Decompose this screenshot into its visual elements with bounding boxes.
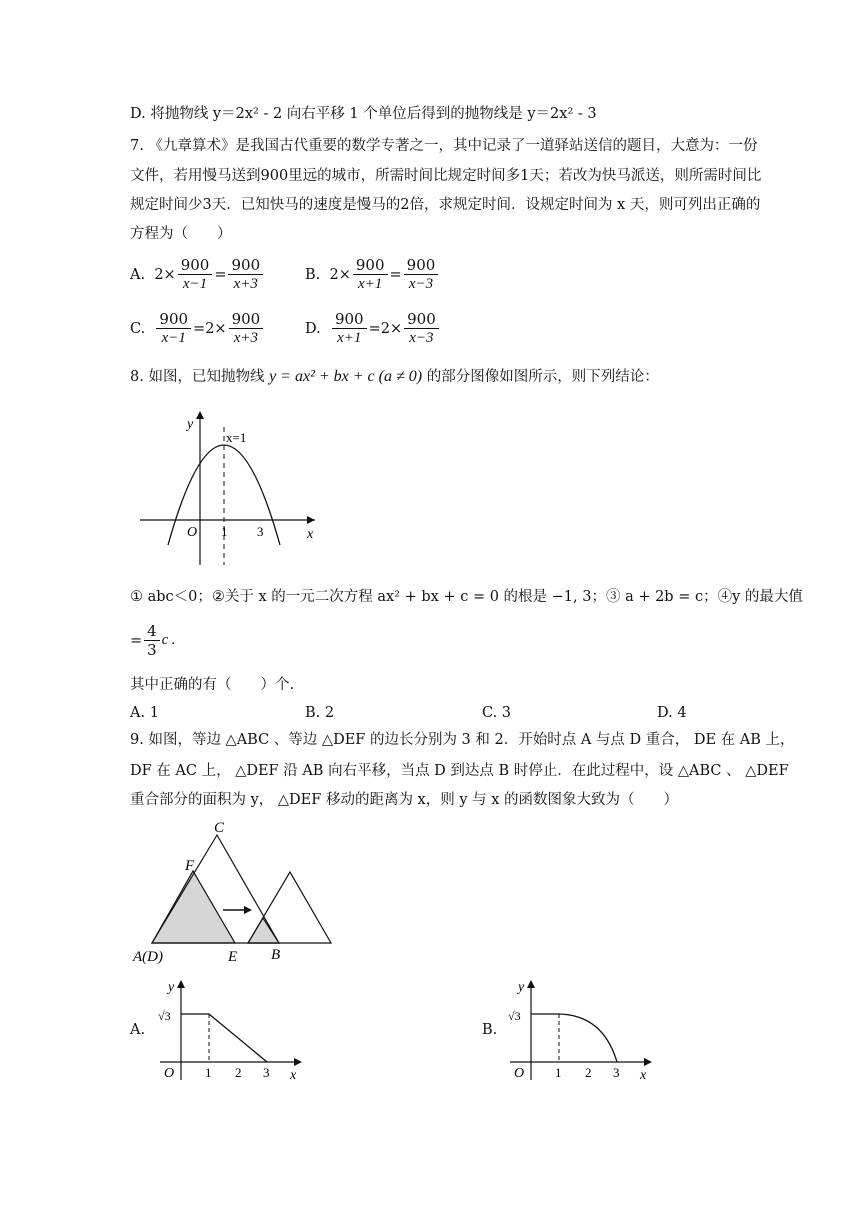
y-axis-arrow bbox=[196, 411, 204, 419]
symmetry-axis-label: x=1 bbox=[226, 430, 247, 445]
q9-line-1: 9. 如图，等边 △ABC 、等边 △DEF 的边长分别为 3 和 2．开始时点 A 与点 D 重合， DE 在 AB 上， bbox=[130, 732, 795, 748]
svg-text:√3: √3 bbox=[508, 1009, 521, 1023]
q8-choice-c[interactable]: C. 3 bbox=[482, 705, 512, 721]
q8-conclusions: ① abc＜0；②关于 x 的一元二次方程 ax² + bx + c = 0 的根是 −1, 3；③ a + 2b = c；④y 的最大值 bbox=[130, 589, 803, 605]
coefficient: 2× bbox=[380, 320, 403, 337]
graph-b-curve bbox=[531, 1014, 617, 1062]
q7-line-2: 文件，若用慢马送到900里远的城市，所需时间比规定时间多1天；若改为快马派送，则所需时间比 bbox=[130, 168, 762, 184]
max-tail: c . bbox=[161, 632, 176, 648]
fraction: $\frac{900}{x+1}$ bbox=[353, 256, 388, 293]
q7-line-4: 方程为（ ） bbox=[130, 226, 232, 242]
q8-max-value bbox=[130, 622, 175, 659]
q8-stem-tail: 的部分图像如图所示，则下列结论： bbox=[426, 369, 659, 385]
equals-sign: = bbox=[193, 320, 206, 337]
q9-triangle-figure bbox=[128, 815, 343, 965]
q7-line-3: 规定时间少3天．已知快马的速度是慢马的2倍，求规定时间．设规定时间为 x 天，则可列出正确的 bbox=[130, 197, 761, 213]
label-c: C bbox=[214, 820, 225, 836]
q9-graph-a bbox=[150, 975, 310, 1085]
graph-a-curve bbox=[181, 1014, 267, 1062]
svg-text:y: y bbox=[168, 980, 175, 995]
svg-text:x: x bbox=[640, 1068, 647, 1083]
option-label: A. bbox=[130, 266, 146, 283]
origin-label: O bbox=[187, 525, 198, 540]
q8-choice-d[interactable]: D. 4 bbox=[657, 705, 687, 721]
coefficient: 2× bbox=[329, 266, 351, 283]
label-f: F bbox=[185, 858, 195, 874]
fraction: $\frac{900}{x-1}$ bbox=[156, 310, 191, 347]
q6-option-d: D. 将抛物线 y＝2x² - 2 向右平移 1 个单位后得到的抛物线是 y＝2x² - 3 bbox=[130, 106, 597, 122]
q7-option-d[interactable] bbox=[305, 310, 441, 347]
svg-text:y: y bbox=[518, 980, 525, 995]
q8-formula: y = ax² + bx + c (a ≠ 0) bbox=[269, 368, 423, 385]
q7-option-b[interactable] bbox=[305, 256, 440, 293]
label-a-d: A(D) bbox=[133, 949, 163, 965]
q9-graph-b-label[interactable]: B. bbox=[482, 1022, 498, 1038]
label-b: B bbox=[271, 947, 281, 963]
q8-choice-a[interactable]: A. 1 bbox=[130, 705, 159, 721]
coefficient: 2× bbox=[205, 320, 227, 337]
fraction-four-thirds: $\frac{4}{3}$ bbox=[144, 622, 160, 659]
fraction: $\frac{900}{x-3}$ bbox=[404, 310, 439, 347]
svg-text:x: x bbox=[290, 1068, 297, 1083]
triangle-def-original bbox=[152, 871, 235, 943]
svg-text:2: 2 bbox=[585, 1065, 592, 1080]
option-label: C. bbox=[130, 320, 146, 337]
equals-sign: = bbox=[214, 266, 227, 283]
tick-label-1: 1 bbox=[221, 524, 228, 539]
equals-sign: = bbox=[130, 632, 143, 649]
equals-sign: = bbox=[389, 266, 402, 283]
q9-line-2: DF 在 AC 上， △DEF 沿 AB 向右平移，当点 D 到达点 B 时停止．在此过程中，设 △ABC 、 △DEF bbox=[130, 763, 789, 779]
q9-graph-b bbox=[500, 975, 660, 1085]
option-label: D. bbox=[305, 320, 321, 337]
arrow-head bbox=[244, 906, 252, 914]
fraction: $\frac{900}{x-1}$ bbox=[178, 256, 213, 293]
coefficient: 2× bbox=[154, 266, 176, 283]
overlap-region bbox=[248, 918, 279, 943]
q8-choice-b[interactable]: B. 2 bbox=[305, 705, 335, 721]
fraction: $\frac{900}{x-3}$ bbox=[404, 256, 439, 293]
q8-stem bbox=[130, 367, 659, 387]
q7-option-a[interactable] bbox=[130, 256, 265, 293]
svg-text:O: O bbox=[164, 1066, 175, 1081]
y-axis-label: y bbox=[187, 417, 194, 432]
q7-line-1: 7. 《九章算术》是我国古代重要的数学专著之一，其中记录了一道驿站送信的题目，大意为：一份 bbox=[130, 138, 758, 154]
option-label: B. bbox=[305, 266, 321, 283]
fraction: $\frac{900}{x+1}$ bbox=[332, 310, 367, 347]
tick-label-3: 3 bbox=[257, 524, 264, 539]
q8-ask: 其中正确的有（ ）个. bbox=[130, 677, 295, 693]
equals-sign: = bbox=[368, 320, 381, 337]
svg-text:3: 3 bbox=[613, 1065, 620, 1080]
label-e: E bbox=[228, 949, 238, 965]
q8-parabola-graph bbox=[135, 405, 325, 570]
q7-option-c[interactable] bbox=[130, 310, 265, 347]
svg-text:O: O bbox=[514, 1066, 525, 1081]
svg-text:1: 1 bbox=[555, 1065, 562, 1080]
q8-stem-text: 8. 如图，已知抛物线 bbox=[130, 369, 265, 385]
fraction: $\frac{900}{x+3}$ bbox=[228, 256, 263, 293]
x-axis-label: x bbox=[307, 527, 314, 542]
svg-text:√3: √3 bbox=[158, 1009, 171, 1023]
svg-text:3: 3 bbox=[263, 1065, 270, 1080]
q9-line-3: 重合部分的面积为 y， △DEF 移动的距离为 x，则 y 与 x 的函数图象大致为（ ） bbox=[130, 792, 679, 808]
fraction: $\frac{900}{x+3}$ bbox=[229, 310, 264, 347]
svg-text:2: 2 bbox=[235, 1065, 242, 1080]
svg-text:1: 1 bbox=[205, 1065, 212, 1080]
x-axis-arrow bbox=[307, 516, 315, 524]
q9-graph-a-label[interactable]: A. bbox=[130, 1022, 146, 1038]
